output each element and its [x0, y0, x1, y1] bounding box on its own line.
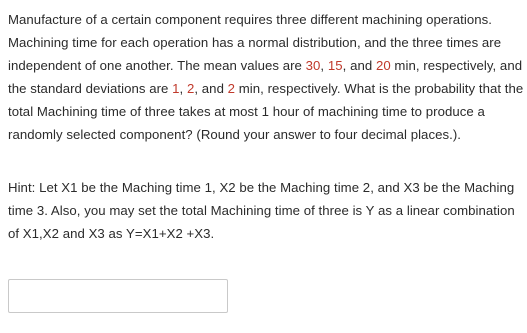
sd-value-1: 1 — [172, 81, 180, 96]
separator: , and — [342, 58, 376, 73]
mean-value-1: 30 — [305, 58, 321, 73]
separator: , and — [194, 81, 228, 96]
hint-text: Hint: Let X1 be the Maching time 1, X2 be the Maching time 2, and X3 be the Maching time 3. Also, you may set the total Machining time of three is Y as a linear combination of X1,X2 and X3 as Y=X1+X2 +X3. — [8, 180, 515, 241]
mean-value-3: 20 — [375, 58, 391, 73]
sd-value-3: 2 — [227, 81, 236, 96]
question-part-1: Manufacture of a certain component requires three different machining operations. Machining time for each operation has a normal distribution, and the three times are independent of one another. The mean values are — [8, 12, 502, 73]
answer-input[interactable] — [8, 279, 228, 313]
separator: , — [320, 58, 328, 73]
question-text — [8, 8, 524, 146]
sd-value-2: 2 — [186, 81, 195, 96]
mean-value-2: 15 — [327, 58, 343, 73]
separator: , — [179, 81, 187, 96]
question-part-3: min, respectively. What is the probability that the total Machining time of three takes at most 1 hour of machining time to produce a randomly selected component? (Round your answer to four decimal places.). — [8, 81, 524, 142]
question-part-2: min, respectively, and the standard deviations are — [8, 58, 523, 96]
